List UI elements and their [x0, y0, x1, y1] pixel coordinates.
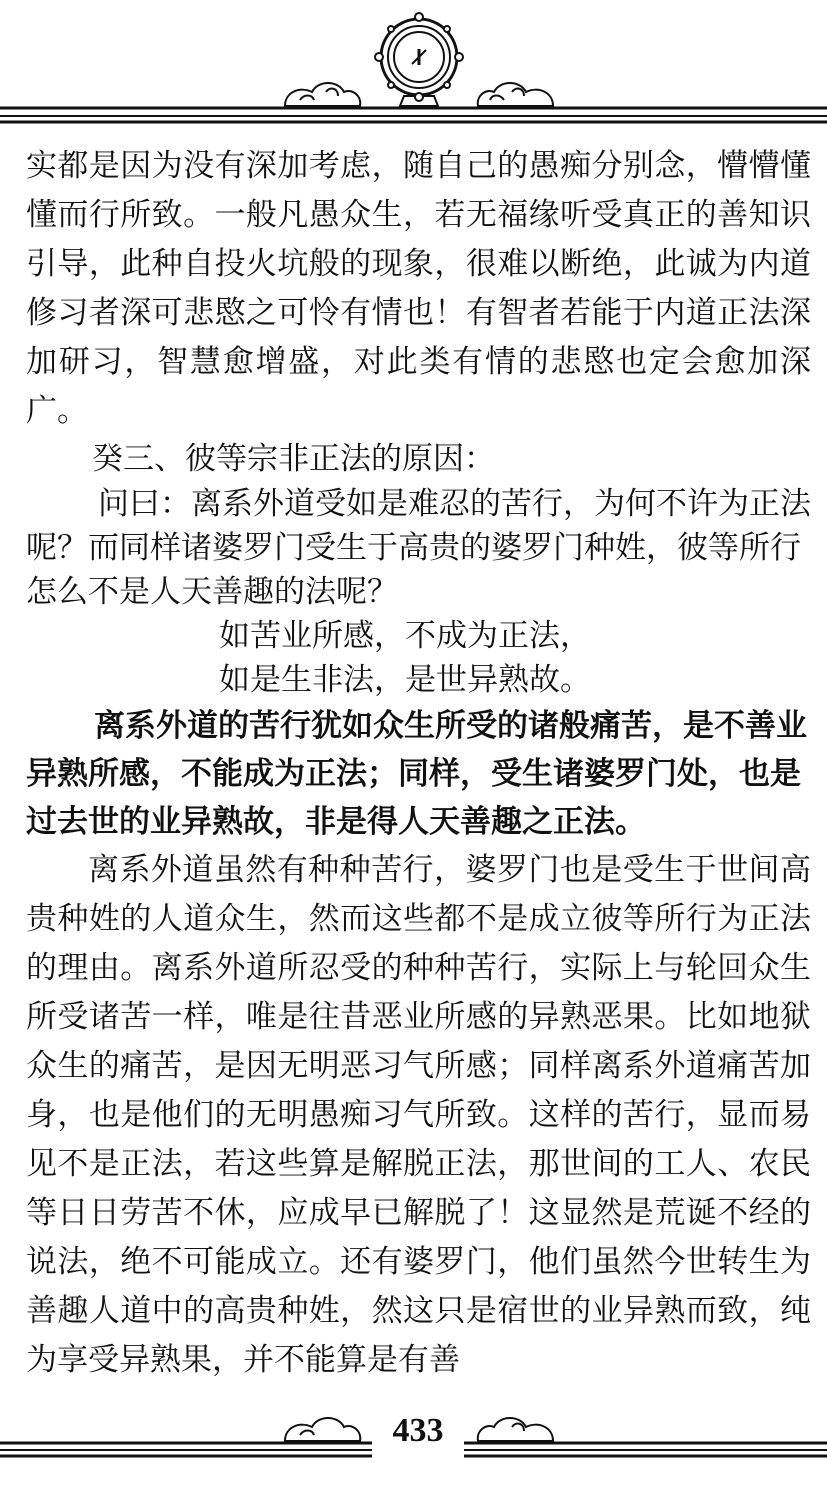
explanation-paragraph: 离系外道虽然有种种苦行，婆罗门也是受生于世间高贵种姓的人道众生，然而这些都不是成立彼等所行为正法的理由。离系外道所忍受的种种苦行，实际上与轮回众生所受诸苦一样，唯是往昔恶业所感的异熟恶果。比如地狱众生的痛苦，是因无明恶习气所感；同样离系外道痛苦加身，也是他们的无明愚痴习气所致。这样的苦行，显而易见不是正法，若这些算是解脱正法，那世间的工人、农民等日日劳苦不休，应成早已解脱了！这显然是荒诞不经的说法，绝不可能成立。还有婆罗门，他们虽然今世转生为善趣人道中的高贵种姓，然这只是宿世的业异熟而致，纯为享受异熟果，并不能算是有善	[26, 852, 811, 1378]
verse-line-2: 如是生非法，是世异熟故。	[219, 662, 591, 698]
footer-right-cloud-ornament	[478, 1418, 553, 1441]
footer-left-cloud-ornament	[285, 1418, 360, 1441]
header-ornament	[0, 0, 827, 130]
page-number: 433	[392, 1412, 444, 1449]
header-rule-lines	[0, 108, 827, 122]
right-cloud-ornament	[478, 83, 553, 106]
section-heading: 癸三、彼等宗非正法的原因：	[92, 441, 495, 477]
question-paragraph: 问曰：离系外道受如是难忍的苦行，为何不许为正法呢？而同样诸婆罗门受生于高贵的婆罗门种姓，彼等所行怎么不是人天善趣的法呢？	[26, 486, 811, 610]
left-cloud-ornament	[285, 83, 360, 106]
dharma-wheel-icon	[375, 13, 463, 106]
paragraph-continued: 实都是因为没有深加考虑，随自己的愚痴分别念，懵懵懂懂而行所致。一般凡愚众生，若无福缘听受真正的善知识引导，此种自投火坑般的现象，很难以断绝，此诚为内道修习者深可悲愍之可怜有情也！有智者若能于内道正法深加研习，智慧愈增盛，对此类有情的悲愍也定会愈加深广。	[26, 148, 811, 429]
main-text	[26, 142, 811, 1385]
verse-line-1: 如苦业所感，不成为正法，	[219, 618, 591, 654]
verse-commentary-bold: 离系外道的苦行犹如众生所受的诸般痛苦，是不善业异熟所感，不能成为正法；同样，受生诸婆罗门处，也是过去世的业异熟故，非是得人天善趣之正法。	[26, 708, 807, 840]
